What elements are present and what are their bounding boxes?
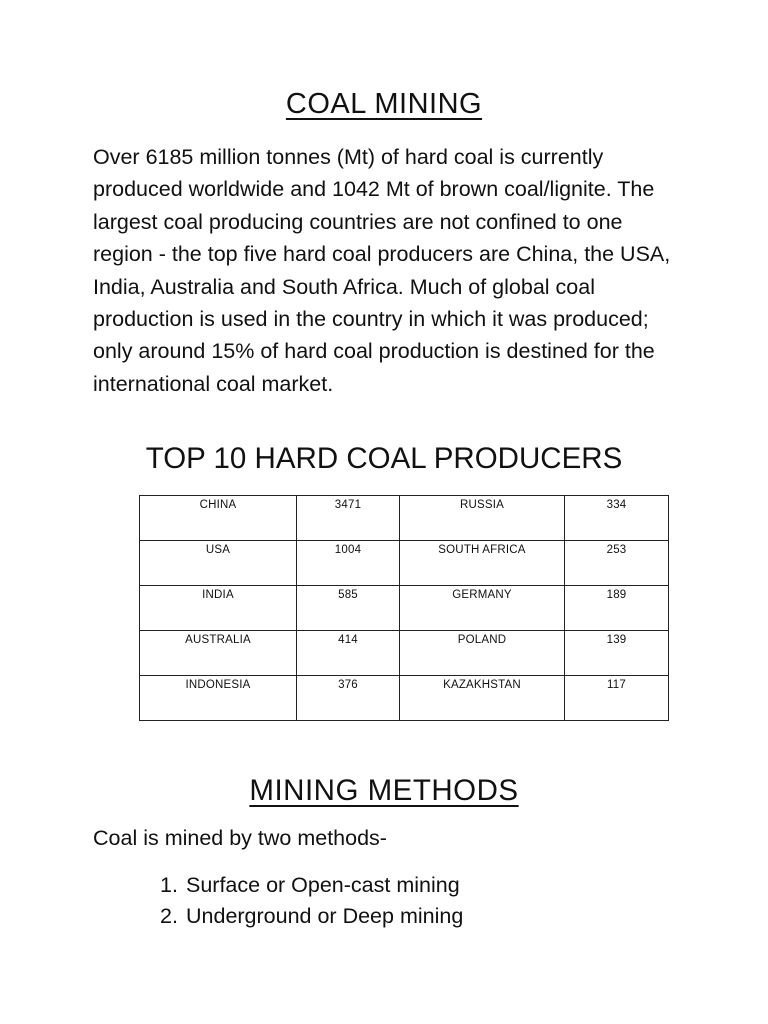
table-row xyxy=(140,496,669,541)
table-cell-country: POLAND xyxy=(400,631,565,676)
list-item-text: Surface or Open-cast mining xyxy=(186,873,460,897)
table-cell-country: AUSTRALIA xyxy=(140,631,297,676)
table-title-text: TOP 10 HARD COAL PRODUCERS xyxy=(145,442,623,475)
table-cell-value: 1004 xyxy=(297,541,400,586)
table-cell-country: CHINA xyxy=(140,496,297,541)
producers-table xyxy=(139,495,669,721)
table-cell-value: 189 xyxy=(565,586,669,631)
table-cell-country: RUSSIA xyxy=(400,496,565,541)
table-cell-country: GERMANY xyxy=(400,586,565,631)
list-item-number: 2. xyxy=(160,904,178,928)
table-cell-value: 139 xyxy=(565,631,669,676)
table-cell-country: INDONESIA xyxy=(140,676,297,721)
table-cell-value: 376 xyxy=(297,676,400,721)
table-row xyxy=(140,541,669,586)
table-row xyxy=(140,586,669,631)
table-cell-value: 585 xyxy=(297,586,400,631)
methods-title xyxy=(0,774,768,808)
table-cell-country: SOUTH AFRICA xyxy=(400,541,565,586)
table-cell-value: 3471 xyxy=(297,496,400,541)
table-cell-value: 334 xyxy=(565,496,669,541)
table-cell-country: KAZAKHSTAN xyxy=(400,676,565,721)
table-row xyxy=(140,676,669,721)
methods-intro: Coal is mined by two methods- xyxy=(93,826,387,850)
intro-paragraph: Over 6185 million tonnes (Mt) of hard coal is currently produced worldwide and 1042 Mt of brown coal/lignite. The largest coal producing countries are not confined to one region - the top five hard coal producers are China, the USA, India, Australia and South Africa. Much of global coal production is used in the country in which it was produced; only around 15% of hard coal production is destined for the international coal market. xyxy=(93,145,671,396)
table-cell-value: 253 xyxy=(565,541,669,586)
page-title xyxy=(0,88,768,121)
table-cell-country: USA xyxy=(140,541,297,586)
methods-title-text: MINING METHODS xyxy=(249,774,519,807)
list-item xyxy=(160,901,463,932)
page-title-text: COAL MINING xyxy=(285,88,483,120)
list-item xyxy=(160,870,463,901)
table-cell-value: 117 xyxy=(565,676,669,721)
table-title xyxy=(0,442,768,476)
table-cell-value: 414 xyxy=(297,631,400,676)
list-item-text: Underground or Deep mining xyxy=(186,904,464,928)
table-row xyxy=(140,631,669,676)
list-item-number: 1. xyxy=(160,873,178,897)
methods-list xyxy=(160,870,463,932)
table-cell-country: INDIA xyxy=(140,586,297,631)
